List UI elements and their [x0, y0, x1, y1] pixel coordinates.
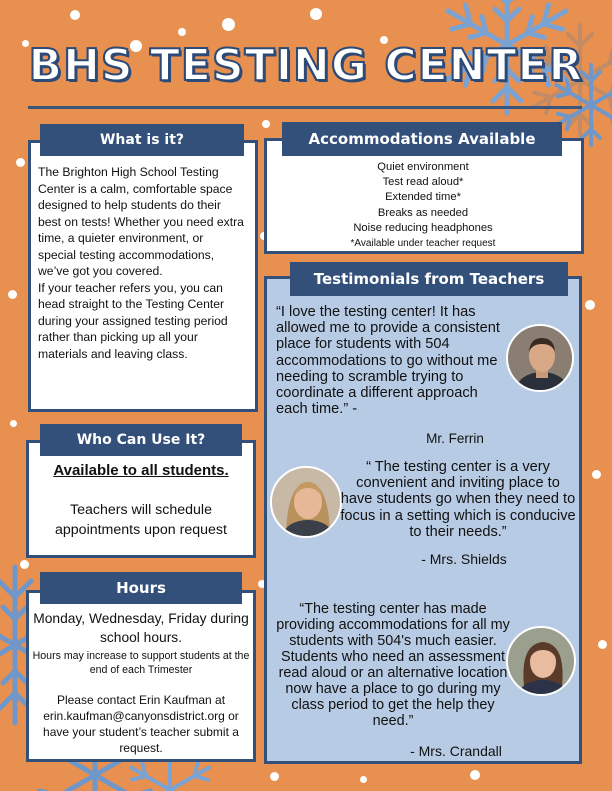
snow-dot: [70, 10, 80, 20]
snow-dot: [16, 158, 25, 167]
snow-dot: [8, 290, 17, 299]
hours-contact: Please contact Erin Kaufman at erin.kaufman@canyonsdistrict.org or have your student’s teacher submit a request.: [43, 693, 239, 755]
accommodation-item: Quiet environment: [377, 161, 469, 173]
accommodations-heading: Accommodations Available: [282, 122, 562, 156]
accommodation-item: Breaks as needed: [377, 206, 469, 219]
snow-dot: [270, 772, 279, 781]
testimonial-name-1: Mr. Ferrin: [426, 431, 484, 446]
what-paragraph-2: If your teacher refers you, you can head straight to the Testing Center during your assigned testing period rather than picking up all your materials and leaving class.: [38, 280, 228, 361]
snow-dot: [262, 120, 270, 128]
accommodation-item: Extended time*: [385, 191, 461, 204]
avatar: [506, 626, 576, 696]
title-divider: [28, 106, 582, 109]
who-teachers: Teachers will schedule appointments upon request: [55, 502, 227, 538]
snow-dot: [585, 300, 595, 310]
snow-dot: [470, 770, 480, 780]
accommodation-item: Noise reducing headphones: [353, 221, 493, 234]
what-body: [38, 164, 244, 362]
testimonial-quote-3: “The testing center has made providing accommodations for all my students with 504's much easier. Students who need an assessment read aloud or an alternative location now have a place to go during my class period to get the help they need.”: [276, 601, 510, 729]
what-paragraph: The Brighton High School Testing Center is a calm, comfortable space designed to help students do their best on tests! Whether you need extra time, a quieter environment, or special testing accommodations, we’ve got you covered.: [38, 165, 244, 278]
snow-dot: [360, 776, 367, 783]
avatar: [270, 466, 342, 538]
who-available: Available to all students.: [53, 462, 229, 479]
testimonial-name-3: - Mrs. Crandall: [410, 743, 502, 759]
accommodation-item: Test read aloud*: [382, 176, 464, 189]
hours-days: Monday, Wednesday, Friday during school hours.: [33, 611, 249, 645]
testimonial-quote-1: “I love the testing center! It has allowed me to provide a consistent place for students with 504 accommodations to go without me needing to scramble trying to coordinate a different approach each time.” -: [276, 304, 500, 418]
avatar: [506, 324, 574, 392]
who-heading: Who Can Use It?: [40, 424, 242, 456]
testimonial-name-2: - Mrs. Shields: [421, 551, 507, 567]
what-heading: What is it?: [40, 124, 244, 156]
snow-dot: [10, 420, 17, 427]
snow-dot: [310, 8, 322, 20]
snow-dot: [598, 640, 607, 649]
snow-dot: [20, 560, 29, 569]
hours-note: Hours may increase to support students at the end of each Trimester: [32, 650, 250, 676]
snow-dot: [178, 28, 186, 36]
hours-heading: Hours: [40, 572, 242, 604]
snow-dot: [222, 18, 235, 31]
accommodations-list: [268, 160, 578, 251]
page-title: BHS TESTING CENTER: [28, 40, 584, 91]
testimonial-quote-2: “ The testing center is a very convenient and inviting place to have students go when they need to focus in a setting which is conducive to their needs.”: [340, 459, 576, 540]
testimonials-heading: Testimonials from Teachers: [290, 262, 568, 296]
who-section: [26, 440, 256, 558]
snow-dot: [592, 470, 601, 479]
accommodation-note: *Available under teacher request: [350, 238, 496, 250]
